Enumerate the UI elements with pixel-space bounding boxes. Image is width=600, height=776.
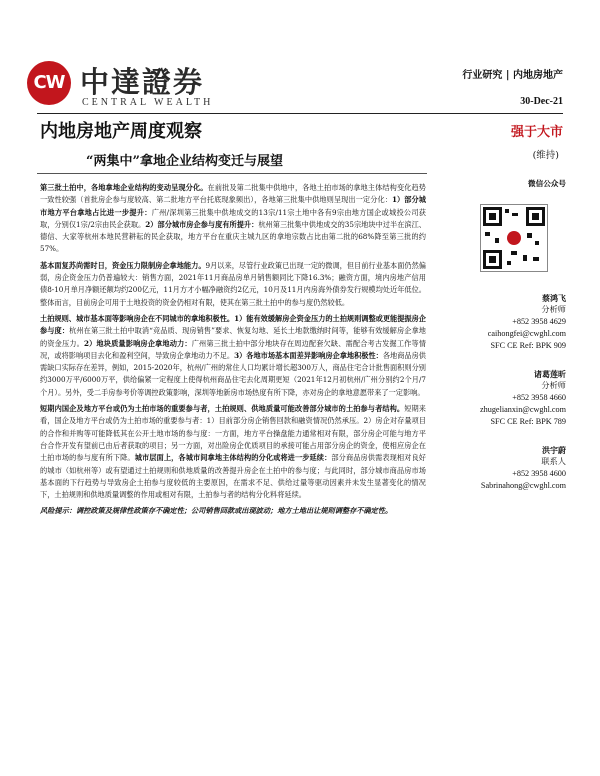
wechat-label: 微信公众号 <box>528 179 566 188</box>
paragraph-2 <box>40 260 426 309</box>
p4-lead: 短期内国企及地方平台或仍为土拍市场的重要参与者，土拍规则、供地质量可能改善部分城市的土拍参与者结构。 <box>40 404 405 414</box>
report-category: 行业研究 | 内地房地产 <box>462 70 563 81</box>
analyst-name: 诸葛莲昕 <box>534 369 566 379</box>
p1-point-2: 2）部分城市房企参与度有所提升： <box>145 219 259 229</box>
header-divider <box>37 113 563 114</box>
qr-module <box>505 209 509 213</box>
qr-module <box>507 261 511 265</box>
analyst-1 <box>448 292 566 352</box>
analyst-ref: SFC CE Ref: BPK 789 <box>490 417 566 426</box>
title-divider <box>37 173 427 174</box>
p3-point-2-text: 广州第三批土拍中部分地块存在周边配套欠缺、需配合考古发掘工作等情况，或将影响项目去化和盈利空间，导致房企拿地动力不足。 <box>40 338 426 360</box>
sidebar <box>448 178 566 492</box>
analyst-role: 联系人 <box>541 457 566 466</box>
p3-point-1-text: 杭州在第三批土拍中取消“竞品质、现房销售”要求、恢复勾地、延长土地款缴纳时间等，能够有效缓解房企拿地的资金压力。 <box>40 326 426 348</box>
qr-module <box>511 251 517 255</box>
brand-name-en: CENTRAL WEALTH <box>82 97 214 108</box>
p1-text: 在前批及第二批集中供地中，各地土拍市场的拿地主体结构变化趋势一致性较强（首批房企参与度较高、第二批地方平台托底现象频出），各地第三批集中供地则呈现出一定分化： <box>40 183 426 205</box>
qr-module <box>533 257 539 261</box>
analyst-phone: +852 3958 4660 <box>512 393 566 402</box>
paragraph-3 <box>40 313 426 399</box>
p2-lead: 基本面复苏尚需时日，资金压力限制房企拿地能力。 <box>40 260 206 270</box>
analyst-ref: SFC CE Ref: BPK 909 <box>490 341 566 350</box>
p1-point-2-text: 杭州第三批集中供地成交的35宗地块中过半在滨江、德信、大家等杭州本地民营耕耘的民企获取，地方平台在重庆主城九区的拿地宗数占比由第二批的68%降至第三批的约57%。 <box>40 219 426 254</box>
p3-lead: 土拍规则、城市基本面等影响房企在不同城市的拿地积极性。1）能有效缓解房企资金压力的土拍规则调整或更能提振房企参与度： <box>40 313 426 336</box>
p3-point-2: 2）地块质量影响房企拿地动力： <box>83 338 192 348</box>
p4-point-2: 城市层面上，各城市间拿地主体结构的分化或将进一步延续： <box>134 453 332 463</box>
analyst-email[interactable]: zhugelianxin@cwghl.com <box>480 405 566 414</box>
p2-text: 9月以来，尽管行业政策已出现一定的微调，但目前行业基本面仍然偏弱，房企资金压力仍普遍较大：销售方面，2021年11月商品房单月销售额同比下降16.3%；融资方面，境内房地产信用债8-10月单月净额还额均约200亿元，11月方才小幅净融资约2亿元，10月及11月内房海外债券发行规模均处近年低位。整体而言，目前房企可用于土地投资的资金仍相对有限，使其在第三批土拍中的参与度仍然较低。 <box>40 260 426 307</box>
risk-warning: 风险提示：调控政策及规律性政策存不确定性；公司销售回款或出现波动；地方土地出让规则调整存不确定性。 <box>40 506 393 516</box>
qr-finder <box>483 207 502 226</box>
qr-logo <box>507 231 521 245</box>
analyst-name: 洪宇蔚 <box>542 445 566 455</box>
report-date: 30-Dec-21 <box>520 96 563 107</box>
qr-code-icon[interactable] <box>480 204 548 272</box>
qr-module <box>485 232 490 236</box>
qr-module <box>512 213 518 216</box>
rating: 强于大市 <box>510 125 563 140</box>
analyst-name: 蔡鸿飞 <box>542 293 566 303</box>
analyst-phone: +852 3958 4600 <box>512 469 566 478</box>
p3-point-3: 3）各地市场基本面差异影响房企拿地积极性： <box>234 350 383 360</box>
analyst-role: 分析师 <box>541 381 566 390</box>
logo-icon <box>27 61 71 105</box>
report-subtitle: “两集中”拿地企业结构变迁与展望 <box>86 154 283 169</box>
p1-point-1: 1）部分城市地方平台拿地占比进一步提升： <box>40 195 426 217</box>
qr-module <box>495 238 499 243</box>
paragraph-4 <box>40 403 426 501</box>
brand-name-cn: 中達證券 <box>80 65 205 99</box>
logo-mark-text: CW <box>33 72 65 93</box>
analyst-3 <box>448 444 566 492</box>
qr-module <box>527 233 532 238</box>
report-title: 内地房地产周度观察 <box>40 121 202 142</box>
qr-finder <box>526 207 545 226</box>
paragraph-1 <box>40 182 426 256</box>
rating-note: (维持) <box>532 150 559 161</box>
qr-module <box>523 255 527 261</box>
p1-lead: 第三批土拍中，各地拿地企业结构的变动呈现分化。 <box>40 183 208 192</box>
p4-point-2-text: 部分商品房供需表现相对良好的城市（如杭州等）或有望通过土拍规则和供地质量的改善提升房企在土拍中的参与度；与此同时，部分城市商品房市场基本面的下行趋势与导致房企土拍参与度较低的主要原因，在需求不足、供给过量等驱动因素并未发生显著变化的情况下，土拍规则和供地质量调整的作用或相对有限，土拍参与者的结构分化料将延续。 <box>40 453 426 500</box>
report-body <box>40 182 426 522</box>
analyst-phone: +852 3958 4629 <box>512 317 566 326</box>
p4-text: 短期来看，国企及地方平台或仍为土拍市场的重要参与者：1）目前部分房企销售回款和融资情况仍然承压。2）房企对存量项目的合作和并购等可能降低其在公开土地市场的参与度：一方面，地方平台操盘能力通常相对有限，部分房企可能与地方平台合作开发有望前已由后者获取的项目；另一方面，对出险房企优质项目的承接可能占用部分房企的资金，使相应房企在土拍市场的参与度有所下降。 <box>40 404 426 463</box>
qr-finder <box>483 250 502 269</box>
analyst-2 <box>448 368 566 428</box>
analyst-email[interactable]: caihongfei@cwghl.com <box>487 329 566 338</box>
analyst-role: 分析师 <box>541 305 566 314</box>
p1-point-1-text: 广州/深圳第三批集中供地成交的13宗/11宗土地中各有9宗由地方国企或城投公司获取，分别仅1宗/2宗由民企获取。 <box>40 207 426 229</box>
analyst-email[interactable]: Sabrinahong@cwghl.com <box>480 481 566 490</box>
qr-module <box>535 241 539 245</box>
p3-point-3-text: 各地商品房供需缺口实际存在差异，例如，2015-2020年，杭州/广州的常住人口均累计增长超300万人，商品住宅合计批售面积则分别约3000万平/6000万平，供给偏紧一定程度上使得杭州商品住宅去化周期更短（2021年12月初杭州/广州分别约2个月/7个月）。另外，受二手房参考价等调控政策影响，深圳等地新房市场热度有所下降，亦对房企的拿地意愿带来了一定影响。 <box>40 350 426 397</box>
